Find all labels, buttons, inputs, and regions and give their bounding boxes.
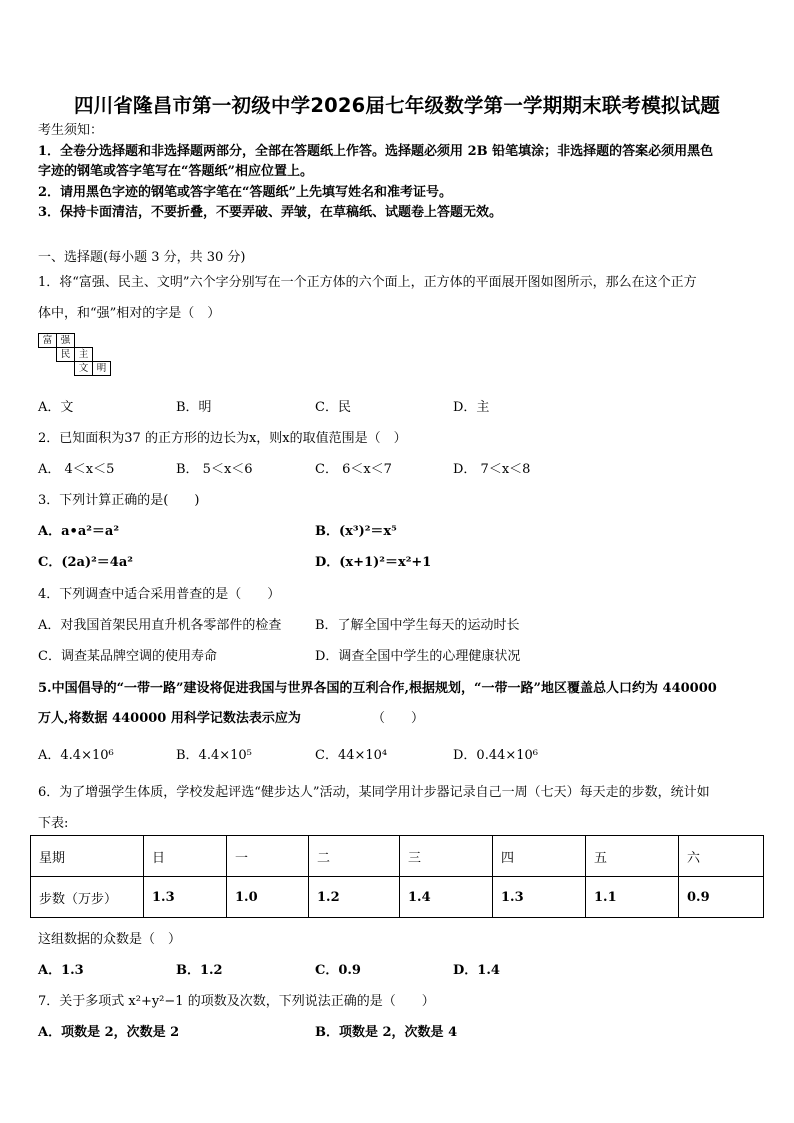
- q6-stem-b: 下表:: [38, 816, 69, 831]
- table-cell: 三: [400, 836, 493, 877]
- table-cell: 二: [309, 836, 400, 877]
- table-cell: 步数（万步）: [31, 877, 144, 918]
- q5-option-c: C．44×10⁴: [315, 748, 388, 763]
- q2-option-c: C． 6＜x＜7: [315, 462, 392, 477]
- notice-line-3: 3．保持卡面清洁，不要折叠，不要弄破、弄皱，在草稿纸、试题卷上答题无效。: [38, 205, 503, 220]
- q3-option-d: D．(x+1)²＝x²+1: [315, 555, 432, 570]
- q6-option-b: B．1.2: [176, 963, 223, 978]
- notice-heading: 考生须知：: [38, 123, 104, 138]
- table-cell: 1.3: [493, 877, 586, 918]
- q5-option-d: D．0.44×10⁶: [453, 748, 539, 763]
- table-row: [31, 877, 764, 918]
- q7-option-b: B．项数是 2，次数是 4: [315, 1025, 458, 1040]
- q5-option-b: B．4.4×10⁵: [176, 748, 252, 763]
- net-cell: 民: [57, 348, 75, 362]
- table-header-row: [31, 836, 764, 877]
- q3-option-b: B．(x³)²＝x⁵: [315, 524, 397, 539]
- q5-answer-paren: （ ）: [372, 711, 425, 726]
- table-cell: 1.3: [144, 877, 227, 918]
- q2-option-d: D． 7＜x＜8: [453, 462, 531, 477]
- net-cell: 文: [75, 362, 93, 376]
- q1-option-c: C．民: [315, 400, 351, 415]
- net-cell: 强: [57, 334, 75, 348]
- table-cell: 日: [144, 836, 227, 877]
- q2-option-b: B． 5＜x＜6: [176, 462, 253, 477]
- q2-option-a: A． 4＜x＜5: [38, 462, 115, 477]
- q6-option-d: D．1.4: [453, 963, 500, 978]
- table-cell: 一: [227, 836, 309, 877]
- q4-option-a: A．对我国首架民用直升机各零部件的检查: [38, 618, 282, 633]
- net-cell: 富: [39, 334, 57, 348]
- q1-stem-a: 1．将“富强、民主、文明”六个字分别写在一个正方体的六个面上，正方体的平面展开图如图所示，那么在这个正方: [38, 275, 697, 290]
- table-cell: 1.4: [400, 877, 493, 918]
- q6-stem-a: 6．为了增强学生体质，学校发起评选“健步达人”活动，某同学用计步器记录自己一周（七天）每天走的步数，统计如: [38, 785, 710, 800]
- q5-stem-a: 5.中国倡导的“一带一路”建设将促进我国与世界各国的互利合作,根据规划，“一带一路”地区覆盖总人口约为 440000: [38, 681, 717, 696]
- q4-option-b: B．了解全国中学生每天的运动时长: [315, 618, 520, 633]
- cube-net-figure: [38, 333, 111, 376]
- q1-option-d: D．主: [453, 400, 490, 415]
- table-cell: 五: [586, 836, 679, 877]
- q7-option-a: A．项数是 2，次数是 2: [38, 1025, 180, 1040]
- net-cell: 主: [75, 348, 93, 362]
- q3-stem: 3．下列计算正确的是( ): [38, 493, 200, 508]
- q4-stem: 4．下列调查中适合采用普查的是（ ）: [38, 587, 281, 602]
- q2-stem: 2．已知面积为37 的正方形的边长为x，则x的取值范围是（ ）: [38, 431, 407, 446]
- table-cell: 0.9: [679, 877, 764, 918]
- q4-option-d: D．调查全国中学生的心理健康状况: [315, 649, 521, 664]
- table-cell: 1.1: [586, 877, 679, 918]
- section-heading: 一、选择题(每小题 3 分，共 30 分): [38, 250, 246, 265]
- q3-option-c: C．(2a)²＝4a²: [38, 555, 133, 570]
- q6-question: 这组数据的众数是（ ）: [38, 932, 182, 947]
- notice-line-1b: 字迹的钢笔或答字笔写在“答题纸”相应位置上。: [38, 164, 313, 179]
- q5-option-a: A．4.4×10⁶: [38, 748, 114, 763]
- table-cell: 1.2: [309, 877, 400, 918]
- notice-line-1a: 1．全卷分选择题和非选择题两部分，全部在答题纸上作答。选择题必须用 2B 铅笔填涂；非选择题的答案必须用黑色: [38, 144, 714, 159]
- q7-stem: 7．关于多项式 x²+y²−1 的项数及次数，下列说法正确的是（ ）: [38, 994, 435, 1009]
- table-cell: 星期: [31, 836, 144, 877]
- page-title: 四川省隆昌市第一初级中学2026届七年级数学第一学期期末联考模拟试题: [73, 94, 721, 117]
- q4-option-c: C．调查某品牌空调的使用寿命: [38, 649, 217, 664]
- q3-option-a: A．a•a²＝a²: [38, 524, 120, 539]
- table-cell: 六: [679, 836, 764, 877]
- q6-option-a: A．1.3: [38, 963, 84, 978]
- steps-table: [30, 835, 764, 918]
- q1-option-a: A．文: [38, 400, 74, 415]
- q1-stem-b: 体中，和“强”相对的字是（ ）: [38, 306, 221, 321]
- table-cell: 四: [493, 836, 586, 877]
- notice-line-2: 2．请用黑色字迹的钢笔或答字笔在“答题纸”上先填写姓名和准考证号。: [38, 185, 453, 200]
- q5-stem-b: 万人,将数据 440000 用科学记数法表示应为: [38, 711, 301, 726]
- q1-option-b: B．明: [176, 400, 212, 415]
- table-cell: 1.0: [227, 877, 309, 918]
- q6-option-c: C．0.9: [315, 963, 361, 978]
- net-cell: 明: [93, 362, 111, 376]
